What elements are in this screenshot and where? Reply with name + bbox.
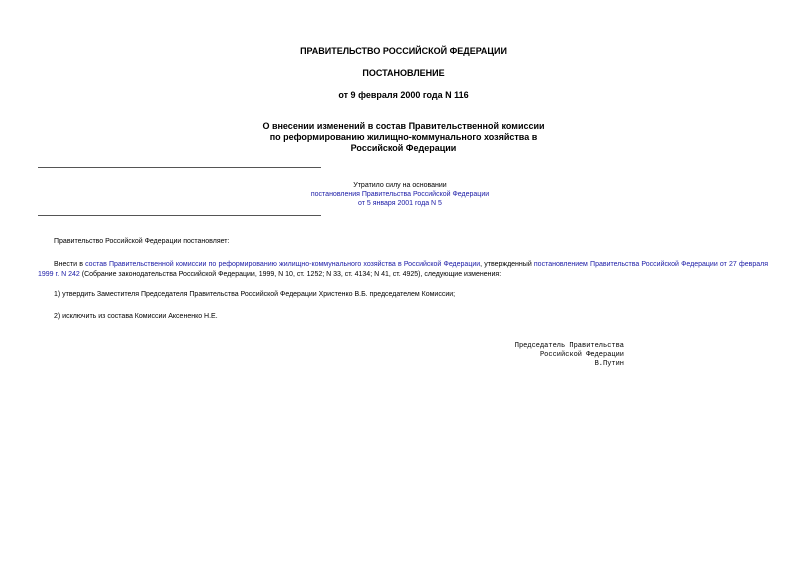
document-title-line2: по реформированию жилищно-коммунального хозяйства в xyxy=(269,132,538,142)
document-title-line1: О внесении изменений в состав Правительственной комиссии xyxy=(262,121,545,131)
paragraph-mid: , утвержденный xyxy=(480,261,534,268)
bottom-divider xyxy=(38,215,321,216)
status-note xyxy=(280,181,520,208)
status-note-text: Утратило силу на основании xyxy=(353,182,447,189)
government-heading: ПРАВИТЕЛЬСТВО РОССИЙСКОЙ ФЕДЕРАЦИИ xyxy=(300,46,507,56)
repeal-link-line1[interactable]: постановления Правительства Российской Федерации xyxy=(310,191,490,198)
signature-organization: Российской Федерации xyxy=(539,351,624,359)
document-type: ПОСТАНОВЛЕНИЕ xyxy=(362,68,445,78)
paragraph-prefix: Внести в xyxy=(54,261,86,268)
paragraph-suffix: (Собрание законодательства Российской Федерации, 1999, N 10, ст. 1252; N 33, ст. 4134; N 41, ст. 4925), следующие изменения: xyxy=(79,270,502,278)
signature-name: В.Путин xyxy=(594,360,624,368)
document-title-line3: Российской Федерации xyxy=(350,143,457,153)
intro-paragraph: Правительство Российской Федерации постановляет: xyxy=(54,238,230,245)
decree-242-link[interactable]: постановлением Правительства Российской Федерации от 27 февраля 1999 г. N 242 xyxy=(38,261,768,278)
top-divider xyxy=(38,167,321,168)
main-paragraph xyxy=(38,260,768,279)
list-item-2: 2) исключить из состава Комиссии Аксененко Н.Е. xyxy=(54,313,218,320)
repeal-link-line2[interactable]: от 5 января 2001 года N 5 xyxy=(358,200,442,207)
list-item-1: 1) утвердить Заместителя Председателя Правительства Российской Федерации Христенко В.Б. председателем Комиссии; xyxy=(54,291,456,298)
signature-block xyxy=(470,342,624,369)
signature-position: Председатель Правительства xyxy=(514,342,624,350)
document-date-number: от 9 февраля 2000 года N 116 xyxy=(338,90,469,100)
commission-composition-link[interactable]: состав Правительственной комиссии по реформированию жилищно-коммунального хозяйства в Российской Федерации xyxy=(85,261,481,268)
